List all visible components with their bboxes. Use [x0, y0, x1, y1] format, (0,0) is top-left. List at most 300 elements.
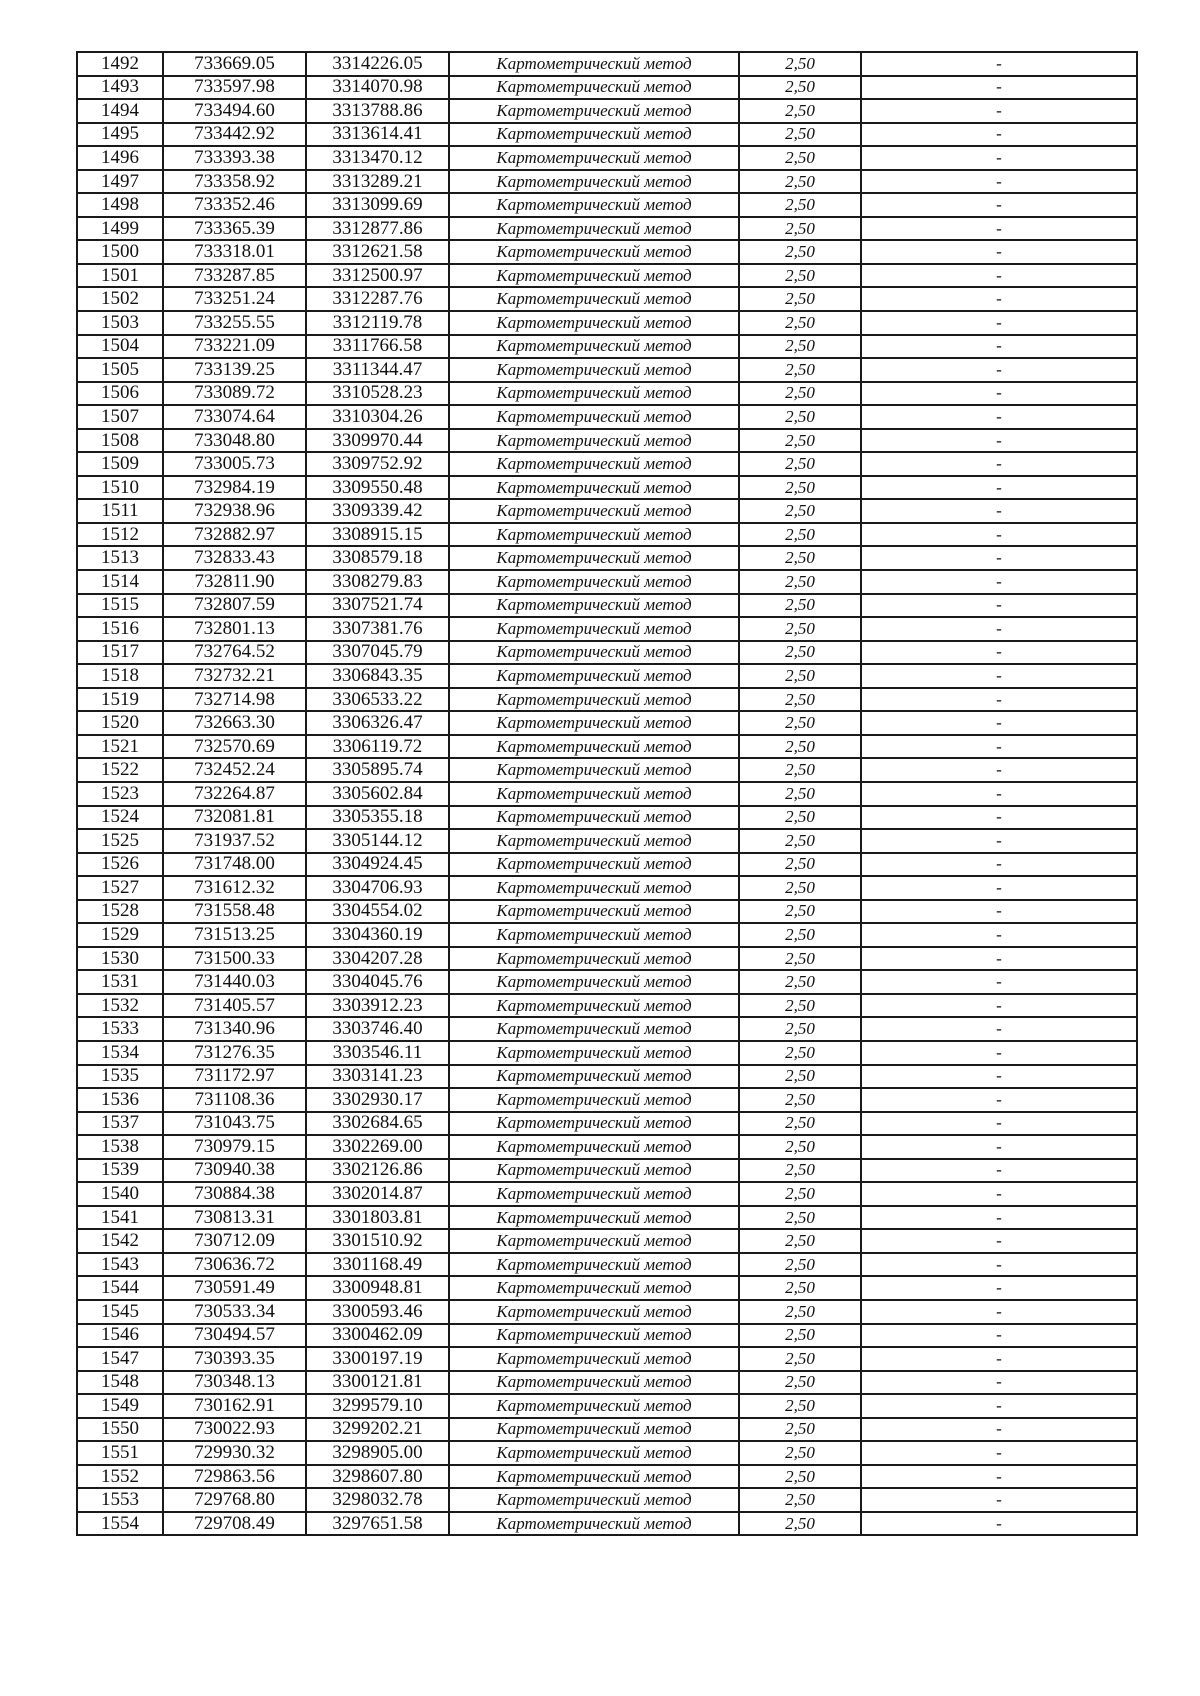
- method-cell: Картометрический метод: [449, 758, 739, 782]
- y-coordinate-cell: 3312621.58: [306, 240, 449, 264]
- note-cell: -: [861, 688, 1137, 712]
- table-row: [77, 287, 1137, 311]
- table-body: [77, 52, 1137, 1535]
- table-row: [77, 1065, 1137, 1089]
- point-number-cell: 1518: [77, 664, 163, 688]
- note-cell: -: [861, 452, 1137, 476]
- accuracy-cell: 2,50: [739, 1041, 861, 1065]
- note-cell: -: [861, 641, 1137, 665]
- note-cell: -: [861, 1441, 1137, 1465]
- accuracy-cell: 2,50: [739, 1465, 861, 1489]
- note-cell: -: [861, 287, 1137, 311]
- y-coordinate-cell: 3310304.26: [306, 405, 449, 429]
- y-coordinate-cell: 3299579.10: [306, 1394, 449, 1418]
- point-number-cell: 1530: [77, 947, 163, 971]
- y-coordinate-cell: 3303746.40: [306, 1017, 449, 1041]
- x-coordinate-cell: 731405.57: [163, 994, 306, 1018]
- point-number-cell: 1541: [77, 1206, 163, 1230]
- table-row: [77, 452, 1137, 476]
- x-coordinate-cell: 733255.55: [163, 311, 306, 335]
- accuracy-cell: 2,50: [739, 782, 861, 806]
- method-cell: Картометрический метод: [449, 1488, 739, 1512]
- document-page: [76, 51, 1136, 1536]
- note-cell: -: [861, 193, 1137, 217]
- method-cell: Картометрический метод: [449, 287, 739, 311]
- accuracy-cell: 2,50: [739, 287, 861, 311]
- note-cell: -: [861, 546, 1137, 570]
- x-coordinate-cell: 733494.60: [163, 99, 306, 123]
- table-row: [77, 1276, 1137, 1300]
- note-cell: -: [861, 970, 1137, 994]
- method-cell: Картометрический метод: [449, 358, 739, 382]
- method-cell: Картометрический метод: [449, 1276, 739, 1300]
- y-coordinate-cell: 3314226.05: [306, 52, 449, 76]
- method-cell: Картометрический метод: [449, 476, 739, 500]
- point-number-cell: 1522: [77, 758, 163, 782]
- note-cell: -: [861, 358, 1137, 382]
- note-cell: -: [861, 947, 1137, 971]
- y-coordinate-cell: 3299202.21: [306, 1418, 449, 1442]
- point-number-cell: 1537: [77, 1112, 163, 1136]
- table-row: [77, 711, 1137, 735]
- accuracy-cell: 2,50: [739, 240, 861, 264]
- table-row: [77, 1135, 1137, 1159]
- accuracy-cell: 2,50: [739, 452, 861, 476]
- x-coordinate-cell: 731500.33: [163, 947, 306, 971]
- table-row: [77, 994, 1137, 1018]
- table-row: [77, 1347, 1137, 1371]
- method-cell: Картометрический метод: [449, 641, 739, 665]
- note-cell: -: [861, 1300, 1137, 1324]
- y-coordinate-cell: 3304207.28: [306, 947, 449, 971]
- note-cell: -: [861, 664, 1137, 688]
- note-cell: -: [861, 806, 1137, 830]
- method-cell: Картометрический метод: [449, 1418, 739, 1442]
- method-cell: Картометрический метод: [449, 947, 739, 971]
- note-cell: -: [861, 99, 1137, 123]
- y-coordinate-cell: 3308279.83: [306, 570, 449, 594]
- method-cell: Картометрический метод: [449, 806, 739, 830]
- note-cell: -: [861, 1512, 1137, 1536]
- x-coordinate-cell: 732570.69: [163, 735, 306, 759]
- note-cell: -: [861, 1112, 1137, 1136]
- note-cell: -: [861, 1041, 1137, 1065]
- y-coordinate-cell: 3301510.92: [306, 1229, 449, 1253]
- x-coordinate-cell: 731612.32: [163, 876, 306, 900]
- table-row: [77, 1229, 1137, 1253]
- table-row: [77, 1112, 1137, 1136]
- accuracy-cell: 2,50: [739, 1182, 861, 1206]
- method-cell: Картометрический метод: [449, 570, 739, 594]
- table-row: [77, 170, 1137, 194]
- x-coordinate-cell: 733074.64: [163, 405, 306, 429]
- x-coordinate-cell: 732938.96: [163, 499, 306, 523]
- method-cell: Картометрический метод: [449, 970, 739, 994]
- table-row: [77, 1465, 1137, 1489]
- y-coordinate-cell: 3302269.00: [306, 1135, 449, 1159]
- y-coordinate-cell: 3313289.21: [306, 170, 449, 194]
- note-cell: -: [861, 1394, 1137, 1418]
- method-cell: Картометрический метод: [449, 1253, 739, 1277]
- y-coordinate-cell: 3312119.78: [306, 311, 449, 335]
- method-cell: Картометрический метод: [449, 499, 739, 523]
- table-row: [77, 1324, 1137, 1348]
- method-cell: Картометрический метод: [449, 735, 739, 759]
- x-coordinate-cell: 732452.24: [163, 758, 306, 782]
- table-row: [77, 758, 1137, 782]
- table-row: [77, 123, 1137, 147]
- accuracy-cell: 2,50: [739, 1347, 861, 1371]
- method-cell: Картометрический метод: [449, 1347, 739, 1371]
- point-number-cell: 1553: [77, 1488, 163, 1512]
- y-coordinate-cell: 3301168.49: [306, 1253, 449, 1277]
- table-row: [77, 782, 1137, 806]
- accuracy-cell: 2,50: [739, 476, 861, 500]
- x-coordinate-cell: 733358.92: [163, 170, 306, 194]
- y-coordinate-cell: 3302930.17: [306, 1088, 449, 1112]
- table-row: [77, 217, 1137, 241]
- table-row: [77, 358, 1137, 382]
- table-row: [77, 405, 1137, 429]
- point-number-cell: 1511: [77, 499, 163, 523]
- x-coordinate-cell: 730712.09: [163, 1229, 306, 1253]
- note-cell: -: [861, 405, 1137, 429]
- point-number-cell: 1519: [77, 688, 163, 712]
- x-coordinate-cell: 732764.52: [163, 641, 306, 665]
- y-coordinate-cell: 3300197.19: [306, 1347, 449, 1371]
- note-cell: -: [861, 617, 1137, 641]
- accuracy-cell: 2,50: [739, 264, 861, 288]
- table-row: [77, 264, 1137, 288]
- accuracy-cell: 2,50: [739, 994, 861, 1018]
- x-coordinate-cell: 729708.49: [163, 1512, 306, 1536]
- accuracy-cell: 2,50: [739, 429, 861, 453]
- point-number-cell: 1538: [77, 1135, 163, 1159]
- note-cell: -: [861, 829, 1137, 853]
- point-number-cell: 1502: [77, 287, 163, 311]
- point-number-cell: 1552: [77, 1465, 163, 1489]
- x-coordinate-cell: 733287.85: [163, 264, 306, 288]
- note-cell: -: [861, 1276, 1137, 1300]
- x-coordinate-cell: 732663.30: [163, 711, 306, 735]
- y-coordinate-cell: 3298905.00: [306, 1441, 449, 1465]
- accuracy-cell: 2,50: [739, 970, 861, 994]
- x-coordinate-cell: 732732.21: [163, 664, 306, 688]
- table-row: [77, 970, 1137, 994]
- table-row: [77, 52, 1137, 76]
- y-coordinate-cell: 3304360.19: [306, 923, 449, 947]
- point-number-cell: 1507: [77, 405, 163, 429]
- method-cell: Картометрический метод: [449, 217, 739, 241]
- x-coordinate-cell: 730813.31: [163, 1206, 306, 1230]
- x-coordinate-cell: 732807.59: [163, 594, 306, 618]
- note-cell: -: [861, 429, 1137, 453]
- accuracy-cell: 2,50: [739, 99, 861, 123]
- accuracy-cell: 2,50: [739, 876, 861, 900]
- y-coordinate-cell: 3300121.81: [306, 1371, 449, 1395]
- point-number-cell: 1533: [77, 1017, 163, 1041]
- table-row: [77, 193, 1137, 217]
- accuracy-cell: 2,50: [739, 1206, 861, 1230]
- table-row: [77, 1441, 1137, 1465]
- point-number-cell: 1543: [77, 1253, 163, 1277]
- point-number-cell: 1499: [77, 217, 163, 241]
- accuracy-cell: 2,50: [739, 1394, 861, 1418]
- accuracy-cell: 2,50: [739, 523, 861, 547]
- method-cell: Картометрический метод: [449, 170, 739, 194]
- method-cell: Картометрический метод: [449, 1159, 739, 1183]
- method-cell: Картометрический метод: [449, 594, 739, 618]
- x-coordinate-cell: 731108.36: [163, 1088, 306, 1112]
- y-coordinate-cell: 3304706.93: [306, 876, 449, 900]
- accuracy-cell: 2,50: [739, 546, 861, 570]
- accuracy-cell: 2,50: [739, 594, 861, 618]
- point-number-cell: 1508: [77, 429, 163, 453]
- method-cell: Картометрический метод: [449, 1112, 739, 1136]
- point-number-cell: 1524: [77, 806, 163, 830]
- x-coordinate-cell: 730591.49: [163, 1276, 306, 1300]
- point-number-cell: 1521: [77, 735, 163, 759]
- accuracy-cell: 2,50: [739, 1065, 861, 1089]
- method-cell: Картометрический метод: [449, 1324, 739, 1348]
- table-row: [77, 853, 1137, 877]
- table-row: [77, 829, 1137, 853]
- x-coordinate-cell: 732811.90: [163, 570, 306, 594]
- method-cell: Картометрический метод: [449, 405, 739, 429]
- method-cell: Картометрический метод: [449, 546, 739, 570]
- method-cell: Картометрический метод: [449, 123, 739, 147]
- method-cell: Картометрический метод: [449, 193, 739, 217]
- method-cell: Картометрический метод: [449, 335, 739, 359]
- method-cell: Картометрический метод: [449, 1135, 739, 1159]
- method-cell: Картометрический метод: [449, 782, 739, 806]
- method-cell: Картометрический метод: [449, 1394, 739, 1418]
- point-number-cell: 1492: [77, 52, 163, 76]
- table-row: [77, 99, 1137, 123]
- y-coordinate-cell: 3306326.47: [306, 711, 449, 735]
- method-cell: Картометрический метод: [449, 688, 739, 712]
- accuracy-cell: 2,50: [739, 711, 861, 735]
- note-cell: -: [861, 735, 1137, 759]
- method-cell: Картометрический метод: [449, 1206, 739, 1230]
- y-coordinate-cell: 3304554.02: [306, 900, 449, 924]
- accuracy-cell: 2,50: [739, 947, 861, 971]
- x-coordinate-cell: 730162.91: [163, 1394, 306, 1418]
- accuracy-cell: 2,50: [739, 311, 861, 335]
- note-cell: -: [861, 994, 1137, 1018]
- method-cell: Картометрический метод: [449, 876, 739, 900]
- table-row: [77, 476, 1137, 500]
- y-coordinate-cell: 3302684.65: [306, 1112, 449, 1136]
- note-cell: -: [861, 52, 1137, 76]
- accuracy-cell: 2,50: [739, 170, 861, 194]
- table-row: [77, 1206, 1137, 1230]
- y-coordinate-cell: 3309970.44: [306, 429, 449, 453]
- x-coordinate-cell: 733442.92: [163, 123, 306, 147]
- point-number-cell: 1516: [77, 617, 163, 641]
- accuracy-cell: 2,50: [739, 806, 861, 830]
- x-coordinate-cell: 731440.03: [163, 970, 306, 994]
- note-cell: -: [861, 923, 1137, 947]
- method-cell: Картометрический метод: [449, 1465, 739, 1489]
- accuracy-cell: 2,50: [739, 688, 861, 712]
- table-row: [77, 311, 1137, 335]
- point-number-cell: 1498: [77, 193, 163, 217]
- table-row: [77, 499, 1137, 523]
- accuracy-cell: 2,50: [739, 217, 861, 241]
- accuracy-cell: 2,50: [739, 923, 861, 947]
- note-cell: -: [861, 758, 1137, 782]
- accuracy-cell: 2,50: [739, 664, 861, 688]
- method-cell: Картометрический метод: [449, 52, 739, 76]
- table-row: [77, 570, 1137, 594]
- table-row: [77, 1017, 1137, 1041]
- table-row: [77, 546, 1137, 570]
- point-number-cell: 1514: [77, 570, 163, 594]
- accuracy-cell: 2,50: [739, 900, 861, 924]
- accuracy-cell: 2,50: [739, 735, 861, 759]
- note-cell: -: [861, 1253, 1137, 1277]
- point-number-cell: 1535: [77, 1065, 163, 1089]
- accuracy-cell: 2,50: [739, 76, 861, 100]
- method-cell: Картометрический метод: [449, 452, 739, 476]
- method-cell: Картометрический метод: [449, 76, 739, 100]
- method-cell: Картометрический метод: [449, 1441, 739, 1465]
- x-coordinate-cell: 733365.39: [163, 217, 306, 241]
- y-coordinate-cell: 3307045.79: [306, 641, 449, 665]
- point-number-cell: 1512: [77, 523, 163, 547]
- y-coordinate-cell: 3303912.23: [306, 994, 449, 1018]
- x-coordinate-cell: 733352.46: [163, 193, 306, 217]
- x-coordinate-cell: 730979.15: [163, 1135, 306, 1159]
- y-coordinate-cell: 3300462.09: [306, 1324, 449, 1348]
- accuracy-cell: 2,50: [739, 758, 861, 782]
- point-number-cell: 1525: [77, 829, 163, 853]
- table-row: [77, 1041, 1137, 1065]
- note-cell: -: [861, 311, 1137, 335]
- table-row: [77, 1371, 1137, 1395]
- y-coordinate-cell: 3309339.42: [306, 499, 449, 523]
- y-coordinate-cell: 3313470.12: [306, 146, 449, 170]
- note-cell: -: [861, 476, 1137, 500]
- x-coordinate-cell: 731513.25: [163, 923, 306, 947]
- note-cell: -: [861, 217, 1137, 241]
- y-coordinate-cell: 3314070.98: [306, 76, 449, 100]
- method-cell: Картометрический метод: [449, 994, 739, 1018]
- accuracy-cell: 2,50: [739, 335, 861, 359]
- x-coordinate-cell: 730940.38: [163, 1159, 306, 1183]
- x-coordinate-cell: 730636.72: [163, 1253, 306, 1277]
- x-coordinate-cell: 733597.98: [163, 76, 306, 100]
- note-cell: -: [861, 876, 1137, 900]
- method-cell: Картометрический метод: [449, 311, 739, 335]
- x-coordinate-cell: 732984.19: [163, 476, 306, 500]
- accuracy-cell: 2,50: [739, 853, 861, 877]
- accuracy-cell: 2,50: [739, 1371, 861, 1395]
- point-number-cell: 1509: [77, 452, 163, 476]
- x-coordinate-cell: 730393.35: [163, 1347, 306, 1371]
- table-row: [77, 806, 1137, 830]
- method-cell: Картометрический метод: [449, 664, 739, 688]
- accuracy-cell: 2,50: [739, 358, 861, 382]
- method-cell: Картометрический метод: [449, 1512, 739, 1536]
- method-cell: Картометрический метод: [449, 240, 739, 264]
- note-cell: -: [861, 570, 1137, 594]
- y-coordinate-cell: 3309752.92: [306, 452, 449, 476]
- point-number-cell: 1551: [77, 1441, 163, 1465]
- x-coordinate-cell: 731172.97: [163, 1065, 306, 1089]
- table-row: [77, 1512, 1137, 1536]
- table-row: [77, 146, 1137, 170]
- table-row: [77, 947, 1137, 971]
- x-coordinate-cell: 729930.32: [163, 1441, 306, 1465]
- note-cell: -: [861, 264, 1137, 288]
- accuracy-cell: 2,50: [739, 1229, 861, 1253]
- y-coordinate-cell: 3313614.41: [306, 123, 449, 147]
- point-number-cell: 1505: [77, 358, 163, 382]
- x-coordinate-cell: 731276.35: [163, 1041, 306, 1065]
- x-coordinate-cell: 730494.57: [163, 1324, 306, 1348]
- point-number-cell: 1531: [77, 970, 163, 994]
- x-coordinate-cell: 729863.56: [163, 1465, 306, 1489]
- y-coordinate-cell: 3306533.22: [306, 688, 449, 712]
- note-cell: -: [861, 335, 1137, 359]
- y-coordinate-cell: 3303141.23: [306, 1065, 449, 1089]
- accuracy-cell: 2,50: [739, 1488, 861, 1512]
- table-row: [77, 1488, 1137, 1512]
- y-coordinate-cell: 3311766.58: [306, 335, 449, 359]
- x-coordinate-cell: 733393.38: [163, 146, 306, 170]
- table-row: [77, 1159, 1137, 1183]
- y-coordinate-cell: 3301803.81: [306, 1206, 449, 1230]
- table-row: [77, 1088, 1137, 1112]
- note-cell: -: [861, 1182, 1137, 1206]
- note-cell: -: [861, 1159, 1137, 1183]
- accuracy-cell: 2,50: [739, 193, 861, 217]
- x-coordinate-cell: 733005.73: [163, 452, 306, 476]
- table-row: [77, 923, 1137, 947]
- accuracy-cell: 2,50: [739, 499, 861, 523]
- y-coordinate-cell: 3302014.87: [306, 1182, 449, 1206]
- point-number-cell: 1550: [77, 1418, 163, 1442]
- method-cell: Картометрический метод: [449, 99, 739, 123]
- y-coordinate-cell: 3305144.12: [306, 829, 449, 853]
- method-cell: Картометрический метод: [449, 523, 739, 547]
- point-number-cell: 1547: [77, 1347, 163, 1371]
- table-row: [77, 1394, 1137, 1418]
- y-coordinate-cell: 3312877.86: [306, 217, 449, 241]
- note-cell: -: [861, 382, 1137, 406]
- table-row: [77, 617, 1137, 641]
- note-cell: -: [861, 1088, 1137, 1112]
- point-number-cell: 1517: [77, 641, 163, 665]
- note-cell: -: [861, 1135, 1137, 1159]
- method-cell: Картометрический метод: [449, 617, 739, 641]
- point-number-cell: 1496: [77, 146, 163, 170]
- x-coordinate-cell: 732714.98: [163, 688, 306, 712]
- y-coordinate-cell: 3302126.86: [306, 1159, 449, 1183]
- note-cell: -: [861, 146, 1137, 170]
- point-number-cell: 1528: [77, 900, 163, 924]
- point-number-cell: 1495: [77, 123, 163, 147]
- method-cell: Картометрический метод: [449, 264, 739, 288]
- x-coordinate-cell: 730533.34: [163, 1300, 306, 1324]
- point-number-cell: 1548: [77, 1371, 163, 1395]
- point-number-cell: 1501: [77, 264, 163, 288]
- accuracy-cell: 2,50: [739, 617, 861, 641]
- x-coordinate-cell: 733139.25: [163, 358, 306, 382]
- table-row: [77, 76, 1137, 100]
